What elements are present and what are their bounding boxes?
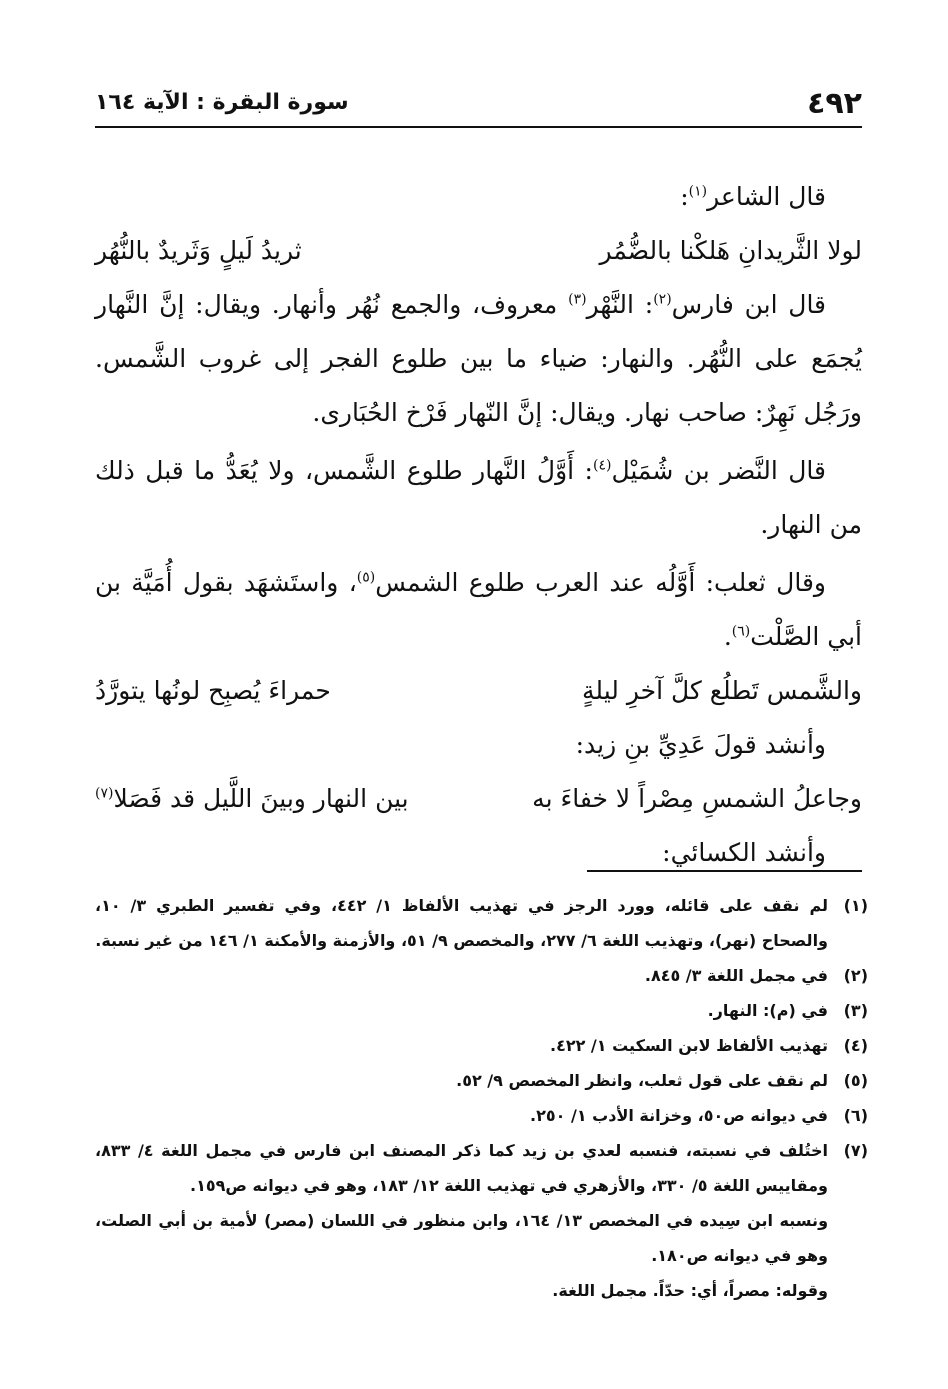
footnote-number: (٣) — [843, 1001, 868, 1020]
verse-3-second-hemistich: بين النهار وبينَ اللَّيل قد فَصَلا$^{(٧)}$ — [95, 784, 409, 813]
footnote-number: (٤) — [843, 1036, 868, 1055]
footnote-text: اختُلف في نسبته، فنسبه لعدي بن زيد كما ذكر المصنف ابن فارس في مجمل اللغة ٤/ ٨٣٣، ومقاييس اللغة ٥/ ٣٣٠، والأزهري في تهذيب اللغة ١٢/ ١٨٣، وهو في ديوانه ص١٥٩. — [95, 1141, 828, 1195]
footnote-ref-2[interactable]: (٢) — [653, 291, 672, 308]
footnote — [95, 1098, 868, 1133]
footnote-number: (٢) — [843, 966, 868, 985]
paragraph-poet-intro: قال الشاعر$^{(١)}$: — [680, 182, 826, 211]
footnote-text: وقوله: مصراً، أي: حدّاً. مجمل اللغة. — [552, 1281, 828, 1300]
verse-3-first-hemistich: وجاعلُ الشمسِ مِصْراً لا خفاءَ به — [532, 784, 862, 813]
footnote-number: (١) — [843, 896, 868, 915]
footnote-divider — [587, 870, 862, 872]
footnotes — [95, 888, 868, 1308]
footnote-text: في ديوانه ص٥٠، وخزانة الأدب ١/ ٢٥٠. — [530, 1106, 828, 1125]
verse-3 — [95, 772, 862, 826]
footnote-continuation — [95, 1203, 868, 1273]
footnote — [95, 1028, 868, 1063]
footnote-ref-3[interactable]: (٣) — [568, 291, 587, 308]
footnote-ref-7[interactable]: (٧) — [95, 785, 114, 802]
verse-1 — [95, 224, 862, 278]
footnote-text: تهذيب الألفاظ لابن السكيت ١/ ٤٢٢. — [549, 1036, 828, 1055]
footnote-number: (٥) — [843, 1071, 868, 1090]
footnote — [95, 1133, 868, 1203]
footnote-ref-4[interactable]: (٤) — [592, 457, 612, 474]
footnote-text: لم نقف على قائله، وورد الرجز في تهذيب الألفاظ ١/ ٤٤٢، وفي تفسير الطبري ٣/ ١٠، والصحاح (نهر)، وتهذيب اللغة ٦/ ٢٧٧، والمخصص ٩/ ٥١، والأزمنة والأمكنة ١/ ١٤٦ من غير نسبة. — [95, 896, 829, 950]
verse-1-second-hemistich: ثريدُ لَيلٍ وَثَريدٌ بالنُّهُر — [95, 236, 302, 265]
verse-2 — [95, 664, 862, 718]
verse-2-first-hemistich: والشَّمس تَطلُع كلَّ آخرِ ليلةٍ — [582, 676, 862, 705]
verse-2-second-hemistich: حمراءَ يُصبِح لونُها يتورَّدُ — [95, 676, 331, 705]
footnote — [95, 958, 868, 993]
page-number: ٤٩٢ — [807, 86, 862, 121]
footnote-ref-1[interactable]: (١) — [688, 183, 708, 200]
footnote — [95, 993, 868, 1028]
footnote-text: ونسبه ابن سِيده في المخصص ١٣/ ١٦٤، وابن منظور في اللسان (مصر) لأمية بن أبي الصلت، وهو في ديوانه ص١٨٠. — [95, 1211, 829, 1265]
footnote-ref-5[interactable]: (٥) — [356, 569, 376, 586]
footnote-text: لم نقف على قول ثعلب، وانظر المخصص ٩/ ٥٢. — [456, 1071, 828, 1090]
running-title: سورة البقرة : الآية ١٦٤ — [95, 90, 349, 115]
footnote-ref-6[interactable]: (٦) — [731, 623, 751, 640]
paragraph-ibn-faris: قال ابن فارس$^{(٢)}$: النَّهْر$^{(٣)}$ معروف، والجمع نُهُر وأنهار. ويقال: إنَّ النَّهار يُجمَع على النُّهُر. والنهار: ضياء ما بين طلوع الفجر إلى غروب الشَّمس. ورَجُل نَهِرٌ: صاحب نهار. ويقال: إنَّ النّهار فَرْخ الحُبَارى. — [95, 290, 862, 427]
paragraph-adi: وأنشد قولَ عَدِيِّ بنِ زيد: — [575, 730, 826, 759]
footnote-text: في مجمل اللغة ٣/ ٨٤٥. — [644, 966, 828, 985]
footnote-continuation — [95, 1273, 868, 1308]
paragraph-nadr: قال النَّضر بن شُمَيْل$^{(٤)}$: أَوَّلُ النَّهار طلوع الشَّمس، ولا يُعَدُّ ما قبل ذلك من النهار. — [95, 456, 862, 539]
main-text — [95, 170, 862, 880]
page-header — [95, 86, 862, 128]
footnote-number: (٦) — [843, 1106, 868, 1125]
paragraph-kisai: وأنشد الكسائي: — [662, 838, 826, 867]
footnote-number: (٧) — [843, 1141, 868, 1160]
paragraph-thalab: وقال ثعلب: أَوَّلُه عند العرب طلوع الشمس$^{(٥)}$، واستَشهَد بقول أُمَيَّة بن أبي الصَّلْت$^{(٦)}$. — [95, 568, 862, 651]
footnote-text: في (م): النهار. — [707, 1001, 828, 1020]
footnote — [95, 1063, 868, 1098]
footnote — [95, 888, 868, 958]
verse-1-first-hemistich: لولا الثَّريدانِ هَلكْنا بالضُّمُر — [599, 236, 862, 265]
